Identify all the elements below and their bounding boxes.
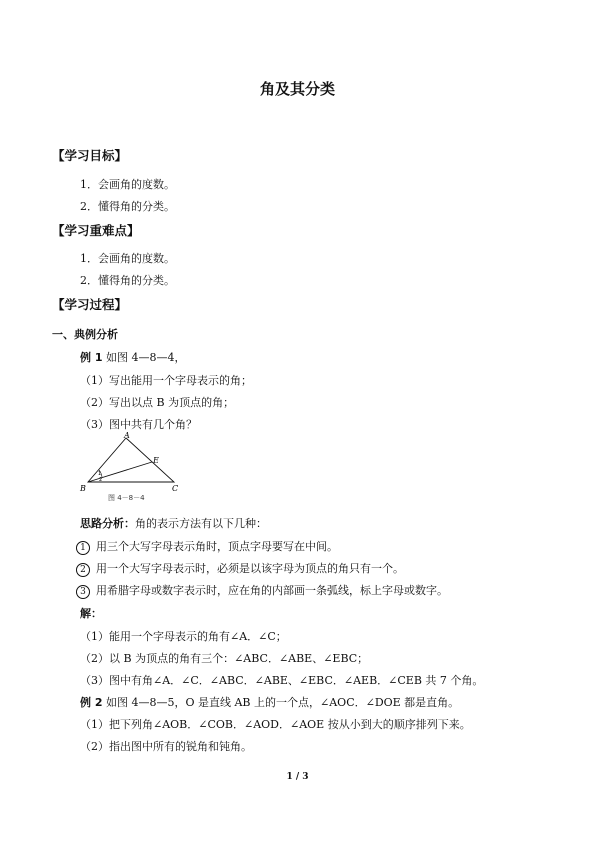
example-2-q2: （2）指出图中所有的锐角和钝角。: [80, 740, 252, 753]
analysis-item-2: [76, 560, 404, 577]
analysis-line: [80, 515, 267, 531]
solution-answer-3: （3）图中有角∠A．∠C．∠ABC．∠ABE、∠EBC．∠AEB．∠CEB 共 7 个角。: [80, 674, 484, 687]
label-b: B: [80, 484, 86, 493]
page-title: 角及其分类: [259, 80, 335, 98]
example-2-q1: （1）把下列角∠AOB．∠COB．∠AOD．∠AOE 按从小到大的顺序排列下来。: [80, 718, 471, 731]
circled-number-1: 1: [76, 541, 90, 555]
process-heading: 【学习过程】: [52, 297, 128, 312]
example-1-label: 例 1: [80, 351, 103, 364]
circled-number-3: 3: [76, 585, 90, 599]
solution-answer-2: （2）以 B 为顶点的角有三个：∠ABC．∠ABE、∠EBC；: [80, 652, 369, 665]
example-2-line: [80, 694, 459, 710]
example-1-line: [80, 349, 185, 365]
solution-label: 解：: [80, 607, 102, 620]
analysis-text: 角的表示方法有以下几种：: [135, 517, 267, 530]
analysis-label: 思路分析：: [80, 517, 135, 530]
example-1-intro: 如图 4—8—4，: [105, 351, 186, 364]
part1-heading: 一、典例分析: [52, 328, 118, 341]
triangle-figure-4-8-4: [78, 430, 188, 502]
label-a: A: [124, 431, 130, 440]
goals-item-2: 2．懂得角的分类。: [80, 200, 175, 213]
goals-heading: 【学习目标】: [52, 148, 128, 163]
keypoints-item-2: 2．懂得角的分类。: [80, 274, 175, 287]
keypoints-heading: 【学习重难点】: [52, 223, 140, 238]
analysis-item-1-text: 用三个大写字母表示角时，顶点字母要写在中间。: [96, 540, 338, 553]
figure-caption: 图 4－8－4: [108, 494, 145, 502]
analysis-item-1: [76, 538, 338, 555]
circled-number-2: 2: [76, 563, 90, 577]
analysis-item-3: [76, 582, 448, 599]
example-2-intro: 如图 4—8—5，O 是直线 AB 上的一个点，∠AOC．∠DOE 都是直角。: [105, 696, 460, 709]
analysis-item-3-text: 用希腊字母或数字表示时，应在角的内部画一条弧线，标上字母或数字。: [96, 584, 448, 597]
goals-item-1: 1．会画角的度数。: [80, 178, 175, 191]
analysis-item-2-text: 用一个大写字母表示时，必须是以该字母为顶点的角只有一个。: [96, 562, 404, 575]
example-1-q3: （3）图中共有几个角？: [80, 418, 197, 431]
page-number: 1 / 3: [286, 772, 309, 782]
example-1-q1: （1）写出能用一个字母表示的角；: [80, 374, 252, 387]
example-2-label: 例 2: [80, 696, 103, 709]
label-angle-2: 2: [99, 477, 103, 483]
label-e: E: [153, 456, 159, 465]
example-1-q2: （2）写出以点 B 为顶点的角；: [80, 396, 235, 409]
keypoints-item-1: 1．会画角的度数。: [80, 252, 175, 265]
label-angle-1: 1: [98, 471, 102, 477]
label-c: C: [172, 484, 179, 493]
solution-answer-1: （1）能用一个字母表示的角有∠A．∠C；: [80, 630, 287, 643]
